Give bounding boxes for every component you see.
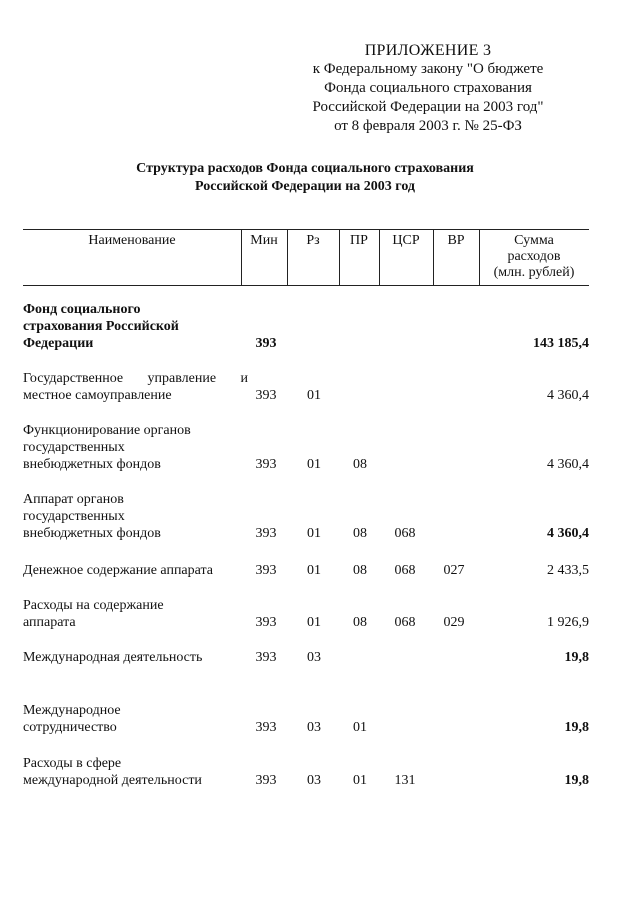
row-name — [23, 649, 263, 666]
row-rz: 03 — [307, 720, 321, 735]
row-name — [23, 370, 248, 404]
row-name-line: Международная деятельность — [23, 650, 203, 665]
row-name-line — [23, 370, 248, 387]
header-rz: Рз — [306, 233, 320, 248]
document-title-line: Российской Федерации на 2003 год — [194, 179, 415, 194]
row-pr: 01 — [353, 773, 367, 788]
row-name-line: Международное — [23, 703, 121, 718]
appendix-block — [288, 41, 568, 136]
row-rz: 01 — [307, 526, 321, 541]
header-sum-line: Сумма — [514, 233, 554, 248]
row-rz: 03 — [307, 773, 321, 788]
row-name-line: Расходы в сфере — [23, 756, 122, 771]
appendix-line: Фонда социального страхования — [324, 80, 532, 96]
row-csr: 068 — [394, 615, 416, 630]
row-name-line: Денежное содержание аппарата — [23, 563, 214, 578]
row-min: 393 — [255, 526, 277, 541]
row-name — [23, 422, 248, 473]
row-sum: 4 360,4 — [547, 388, 589, 403]
appendix-line: к Федеральному закону "О бюджете — [312, 61, 544, 77]
header-min: Мин — [250, 233, 278, 248]
row-sum: 2 433,5 — [547, 563, 589, 578]
row-pr: 08 — [353, 526, 367, 541]
row-rz: 01 — [307, 457, 321, 472]
header-sum-line: расходов — [507, 249, 561, 264]
row-vr: 027 — [443, 563, 465, 578]
row-sum: 143 185,4 — [533, 336, 589, 351]
row-name-line: аппарата — [23, 615, 76, 630]
row-csr: 068 — [394, 526, 416, 541]
row-name-line: Федерации — [23, 336, 94, 351]
row-sum: 19,8 — [564, 773, 589, 788]
row-pr: 08 — [353, 457, 367, 472]
row-name-line: страхования Российской — [23, 319, 179, 334]
row-name-line: местное самоуправление — [23, 388, 172, 403]
row-min: 393 — [255, 457, 277, 472]
row-name-line: международной деятельности — [23, 773, 202, 788]
appendix-line: Российской Федерации на 2003 год" — [312, 99, 544, 115]
expenses-table — [23, 229, 589, 788]
row-name-line: Фонд социального — [23, 302, 141, 317]
row-sum: 19,8 — [564, 720, 589, 735]
appendix-title: ПРИЛОЖЕНИЕ 3 — [364, 42, 492, 59]
row-name — [23, 597, 248, 631]
row-min: 393 — [255, 563, 277, 578]
row-name-line: Функционирование органов — [23, 423, 191, 438]
row-csr: 068 — [394, 563, 416, 578]
header-pr: ПР — [350, 233, 368, 248]
header-sum — [479, 230, 589, 285]
row-min: 393 — [255, 720, 277, 735]
row-sum: 19,8 — [564, 650, 589, 665]
row-min: 393 — [255, 388, 277, 403]
row-min: 393 — [255, 773, 277, 788]
row-name-line: государственных — [23, 509, 125, 524]
header-name: Наименование — [88, 233, 176, 248]
row-min: 393 — [255, 336, 277, 351]
row-sum: 4 360,4 — [547, 526, 589, 541]
row-name — [23, 755, 248, 789]
appendix-line: от 8 февраля 2003 г. № 25-ФЗ — [334, 118, 522, 134]
row-pr: 01 — [353, 720, 367, 735]
row-name-line: государственных — [23, 440, 125, 455]
row-pr: 08 — [353, 615, 367, 630]
row-sum: 1 926,9 — [547, 615, 589, 630]
row-csr: 131 — [394, 773, 416, 788]
row-rz: 01 — [307, 563, 321, 578]
table-header — [23, 229, 589, 286]
row-name — [23, 562, 263, 579]
row-pr: 08 — [353, 563, 367, 578]
document-title — [60, 160, 550, 196]
row-name-line: Расходы на содержание — [23, 598, 164, 613]
row-name-line: внебюджетных фондов — [23, 526, 161, 541]
row-rz: 03 — [307, 650, 321, 665]
row-name-word: и — [240, 371, 248, 386]
row-name — [23, 491, 248, 542]
row-name-line: внебюджетных фондов — [23, 457, 161, 472]
row-min: 393 — [255, 615, 277, 630]
row-name-word: управление — [147, 371, 217, 386]
header-sum-line: (млн. рублей) — [493, 265, 575, 280]
row-name-word: Государственное — [23, 371, 124, 386]
row-name-line: Аппарат органов — [23, 492, 124, 507]
row-sum: 4 360,4 — [547, 457, 589, 472]
header-csr: ЦСР — [392, 233, 420, 248]
row-name — [23, 702, 248, 736]
row-name-line: сотрудничество — [23, 720, 117, 735]
header-vr: ВР — [447, 233, 465, 248]
row-rz: 01 — [307, 388, 321, 403]
row-vr: 029 — [443, 615, 465, 630]
row-rz: 01 — [307, 615, 321, 630]
document-title-line: Структура расходов Фонда социального страхования — [136, 161, 474, 176]
row-name — [23, 301, 248, 352]
row-min: 393 — [255, 650, 277, 665]
